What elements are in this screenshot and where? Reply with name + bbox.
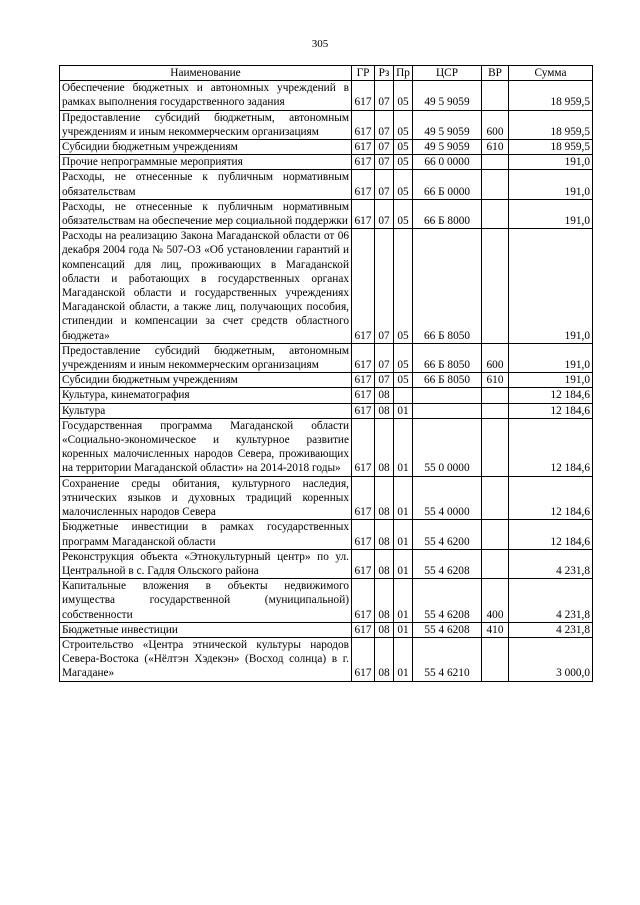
cell-csr: 66 0 0000 bbox=[413, 155, 482, 170]
cell-gr: 617 bbox=[352, 622, 375, 637]
cell-name: Культура bbox=[60, 403, 352, 418]
cell-csr bbox=[413, 388, 482, 403]
cell-rz: 07 bbox=[375, 110, 394, 139]
cell-csr: 66 Б 8050 bbox=[413, 373, 482, 388]
cell-pr: 01 bbox=[394, 622, 413, 637]
cell-gr: 617 bbox=[352, 170, 375, 199]
cell-rz: 08 bbox=[375, 418, 394, 476]
cell-vr: 400 bbox=[482, 579, 509, 623]
cell-gr: 617 bbox=[352, 155, 375, 170]
cell-pr: 05 bbox=[394, 140, 413, 155]
table-row bbox=[60, 170, 593, 199]
table-row bbox=[60, 110, 593, 139]
cell-pr: 01 bbox=[394, 637, 413, 681]
cell-pr: 01 bbox=[394, 418, 413, 476]
cell-sum: 191,0 bbox=[509, 155, 593, 170]
header-sum: Сумма bbox=[509, 66, 593, 81]
cell-csr: 55 4 6210 bbox=[413, 637, 482, 681]
cell-csr: 66 Б 8050 bbox=[413, 229, 482, 344]
cell-vr bbox=[482, 403, 509, 418]
cell-gr: 617 bbox=[352, 140, 375, 155]
cell-sum: 4 231,8 bbox=[509, 579, 593, 623]
table-header-row bbox=[60, 66, 593, 81]
header-pr: Пр bbox=[394, 66, 413, 81]
cell-csr: 55 4 6208 bbox=[413, 549, 482, 578]
cell-gr: 617 bbox=[352, 199, 375, 228]
table-row bbox=[60, 373, 593, 388]
table-row bbox=[60, 520, 593, 549]
cell-sum: 12 184,6 bbox=[509, 403, 593, 418]
cell-vr bbox=[482, 388, 509, 403]
cell-gr: 617 bbox=[352, 476, 375, 520]
budget-table bbox=[59, 65, 593, 682]
cell-sum: 18 959,5 bbox=[509, 110, 593, 139]
cell-vr bbox=[482, 549, 509, 578]
cell-sum: 4 231,8 bbox=[509, 622, 593, 637]
cell-name: Субсидии бюджетным учреждениям bbox=[60, 373, 352, 388]
cell-csr: 49 5 9059 bbox=[413, 110, 482, 139]
cell-sum: 191,0 bbox=[509, 343, 593, 372]
cell-rz: 07 bbox=[375, 343, 394, 372]
cell-vr: 410 bbox=[482, 622, 509, 637]
table-row bbox=[60, 388, 593, 403]
cell-csr: 55 4 6208 bbox=[413, 622, 482, 637]
cell-sum: 191,0 bbox=[509, 229, 593, 344]
cell-csr: 55 0 0000 bbox=[413, 418, 482, 476]
cell-pr: 05 bbox=[394, 155, 413, 170]
cell-name: Реконструкция объекта «Этнокультурный центр» по ул. Центральной в с. Гадля Ольского района bbox=[60, 549, 352, 578]
cell-vr: 610 bbox=[482, 140, 509, 155]
cell-pr: 01 bbox=[394, 549, 413, 578]
cell-rz: 07 bbox=[375, 373, 394, 388]
cell-gr: 617 bbox=[352, 229, 375, 344]
cell-name: Расходы, не отнесенные к публичным нормативным обязательствам bbox=[60, 170, 352, 199]
table-row bbox=[60, 549, 593, 578]
table-row bbox=[60, 81, 593, 110]
cell-vr: 610 bbox=[482, 373, 509, 388]
cell-gr: 617 bbox=[352, 579, 375, 623]
page-number: 305 bbox=[311, 38, 329, 50]
table-row bbox=[60, 155, 593, 170]
cell-vr: 600 bbox=[482, 110, 509, 139]
cell-csr: 55 4 6208 bbox=[413, 579, 482, 623]
cell-csr: 55 4 0000 bbox=[413, 476, 482, 520]
cell-rz: 08 bbox=[375, 549, 394, 578]
header-rz: Рз bbox=[375, 66, 394, 81]
cell-vr: 600 bbox=[482, 343, 509, 372]
cell-rz: 08 bbox=[375, 520, 394, 549]
cell-name: Строительство «Центра этнической культуры народов Севера-Востока («Нёлтэн Хэдекэн» (Восход солнца) в г. Магадане» bbox=[60, 637, 352, 681]
cell-name: Культура, кинематография bbox=[60, 388, 352, 403]
cell-sum: 191,0 bbox=[509, 170, 593, 199]
cell-vr bbox=[482, 520, 509, 549]
cell-sum: 3 000,0 bbox=[509, 637, 593, 681]
cell-name: Государственная программа Магаданской области «Социально-экономическое и культурное развитие коренных малочисленных народов Севера, проживающих на территории Магаданской области» на 2014-2018 годы» bbox=[60, 418, 352, 476]
cell-sum: 18 959,5 bbox=[509, 140, 593, 155]
cell-name: Капитальные вложения в объекты недвижимого имущества государственной (муниципальной) собственности bbox=[60, 579, 352, 623]
table-row bbox=[60, 343, 593, 372]
cell-csr: 66 Б 8000 bbox=[413, 199, 482, 228]
cell-pr: 01 bbox=[394, 579, 413, 623]
cell-pr: 05 bbox=[394, 110, 413, 139]
cell-sum: 12 184,6 bbox=[509, 476, 593, 520]
cell-rz: 08 bbox=[375, 637, 394, 681]
cell-gr: 617 bbox=[352, 637, 375, 681]
cell-rz: 08 bbox=[375, 476, 394, 520]
table-row bbox=[60, 140, 593, 155]
header-vr: ВР bbox=[482, 66, 509, 81]
header-name: Наименование bbox=[60, 66, 352, 81]
cell-pr: 05 bbox=[394, 199, 413, 228]
cell-gr: 617 bbox=[352, 403, 375, 418]
cell-gr: 617 bbox=[352, 549, 375, 578]
cell-rz: 07 bbox=[375, 140, 394, 155]
cell-sum: 191,0 bbox=[509, 199, 593, 228]
cell-csr: 66 Б 8050 bbox=[413, 343, 482, 372]
cell-pr: 05 bbox=[394, 343, 413, 372]
cell-sum: 12 184,6 bbox=[509, 388, 593, 403]
cell-name: Сохранение среды обитания, культурного наследия, этнических языков и духовных традиций коренных малочисленных народов Севера bbox=[60, 476, 352, 520]
cell-csr: 55 4 6200 bbox=[413, 520, 482, 549]
cell-rz: 08 bbox=[375, 403, 394, 418]
cell-gr: 617 bbox=[352, 418, 375, 476]
cell-pr: 01 bbox=[394, 403, 413, 418]
cell-sum: 12 184,6 bbox=[509, 520, 593, 549]
table-row bbox=[60, 579, 593, 623]
cell-vr bbox=[482, 229, 509, 344]
cell-gr: 617 bbox=[352, 81, 375, 110]
cell-rz: 08 bbox=[375, 579, 394, 623]
cell-pr: 01 bbox=[394, 520, 413, 549]
cell-pr: 05 bbox=[394, 229, 413, 344]
header-gr: ГР bbox=[352, 66, 375, 81]
cell-vr bbox=[482, 418, 509, 476]
cell-vr bbox=[482, 155, 509, 170]
cell-vr bbox=[482, 476, 509, 520]
table-row bbox=[60, 403, 593, 418]
cell-rz: 07 bbox=[375, 199, 394, 228]
cell-sum: 191,0 bbox=[509, 373, 593, 388]
cell-rz: 07 bbox=[375, 155, 394, 170]
cell-pr: 05 bbox=[394, 373, 413, 388]
cell-vr bbox=[482, 170, 509, 199]
cell-name: Расходы на реализацию Закона Магаданской области от 06 декабря 2004 года № 507-ОЗ «Об установлении гарантий и компенсаций для лиц, проживающих в Магаданской области и работающих в государственных органах Магаданской области и государственных учреждениях Магаданской области, а также лиц, получающих пособия, стипендии и компенсации за счет средств областного бюджета» bbox=[60, 229, 352, 344]
cell-name: Прочие непрограммные мероприятия bbox=[60, 155, 352, 170]
table-row bbox=[60, 199, 593, 228]
cell-sum: 12 184,6 bbox=[509, 418, 593, 476]
cell-pr: 01 bbox=[394, 476, 413, 520]
table-row bbox=[60, 622, 593, 637]
cell-rz: 07 bbox=[375, 229, 394, 344]
table-row bbox=[60, 418, 593, 476]
cell-name: Бюджетные инвестиции в рамках государственных программ Магаданской области bbox=[60, 520, 352, 549]
cell-rz: 07 bbox=[375, 170, 394, 199]
cell-csr: 49 5 9059 bbox=[413, 81, 482, 110]
cell-gr: 617 bbox=[352, 110, 375, 139]
table-row bbox=[60, 637, 593, 681]
cell-name: Субсидии бюджетным учреждениям bbox=[60, 140, 352, 155]
table-row bbox=[60, 476, 593, 520]
cell-name: Бюджетные инвестиции bbox=[60, 622, 352, 637]
cell-rz: 08 bbox=[375, 388, 394, 403]
cell-name: Предоставление субсидий бюджетным, автономным учреждениям и иным некоммерческим организациям bbox=[60, 110, 352, 139]
cell-csr bbox=[413, 403, 482, 418]
cell-sum: 18 959,5 bbox=[509, 81, 593, 110]
cell-vr bbox=[482, 199, 509, 228]
table-row bbox=[60, 229, 593, 344]
cell-name: Обеспечение бюджетных и автономных учреждений в рамках выполнения государственного задания bbox=[60, 81, 352, 110]
cell-vr bbox=[482, 81, 509, 110]
header-csr: ЦСР bbox=[413, 66, 482, 81]
cell-gr: 617 bbox=[352, 520, 375, 549]
cell-name: Расходы, не отнесенные к публичным нормативным обязательствам на обеспечение мер социальной поддержки bbox=[60, 199, 352, 228]
cell-gr: 617 bbox=[352, 388, 375, 403]
cell-pr: 05 bbox=[394, 81, 413, 110]
cell-name: Предоставление субсидий бюджетным, автономным учреждениям и иным некоммерческим организациям bbox=[60, 343, 352, 372]
cell-pr bbox=[394, 388, 413, 403]
cell-vr bbox=[482, 637, 509, 681]
cell-sum: 4 231,8 bbox=[509, 549, 593, 578]
cell-csr: 66 Б 0000 bbox=[413, 170, 482, 199]
cell-gr: 617 bbox=[352, 343, 375, 372]
cell-gr: 617 bbox=[352, 373, 375, 388]
cell-pr: 05 bbox=[394, 170, 413, 199]
cell-rz: 08 bbox=[375, 622, 394, 637]
cell-csr: 49 5 9059 bbox=[413, 140, 482, 155]
cell-rz: 07 bbox=[375, 81, 394, 110]
